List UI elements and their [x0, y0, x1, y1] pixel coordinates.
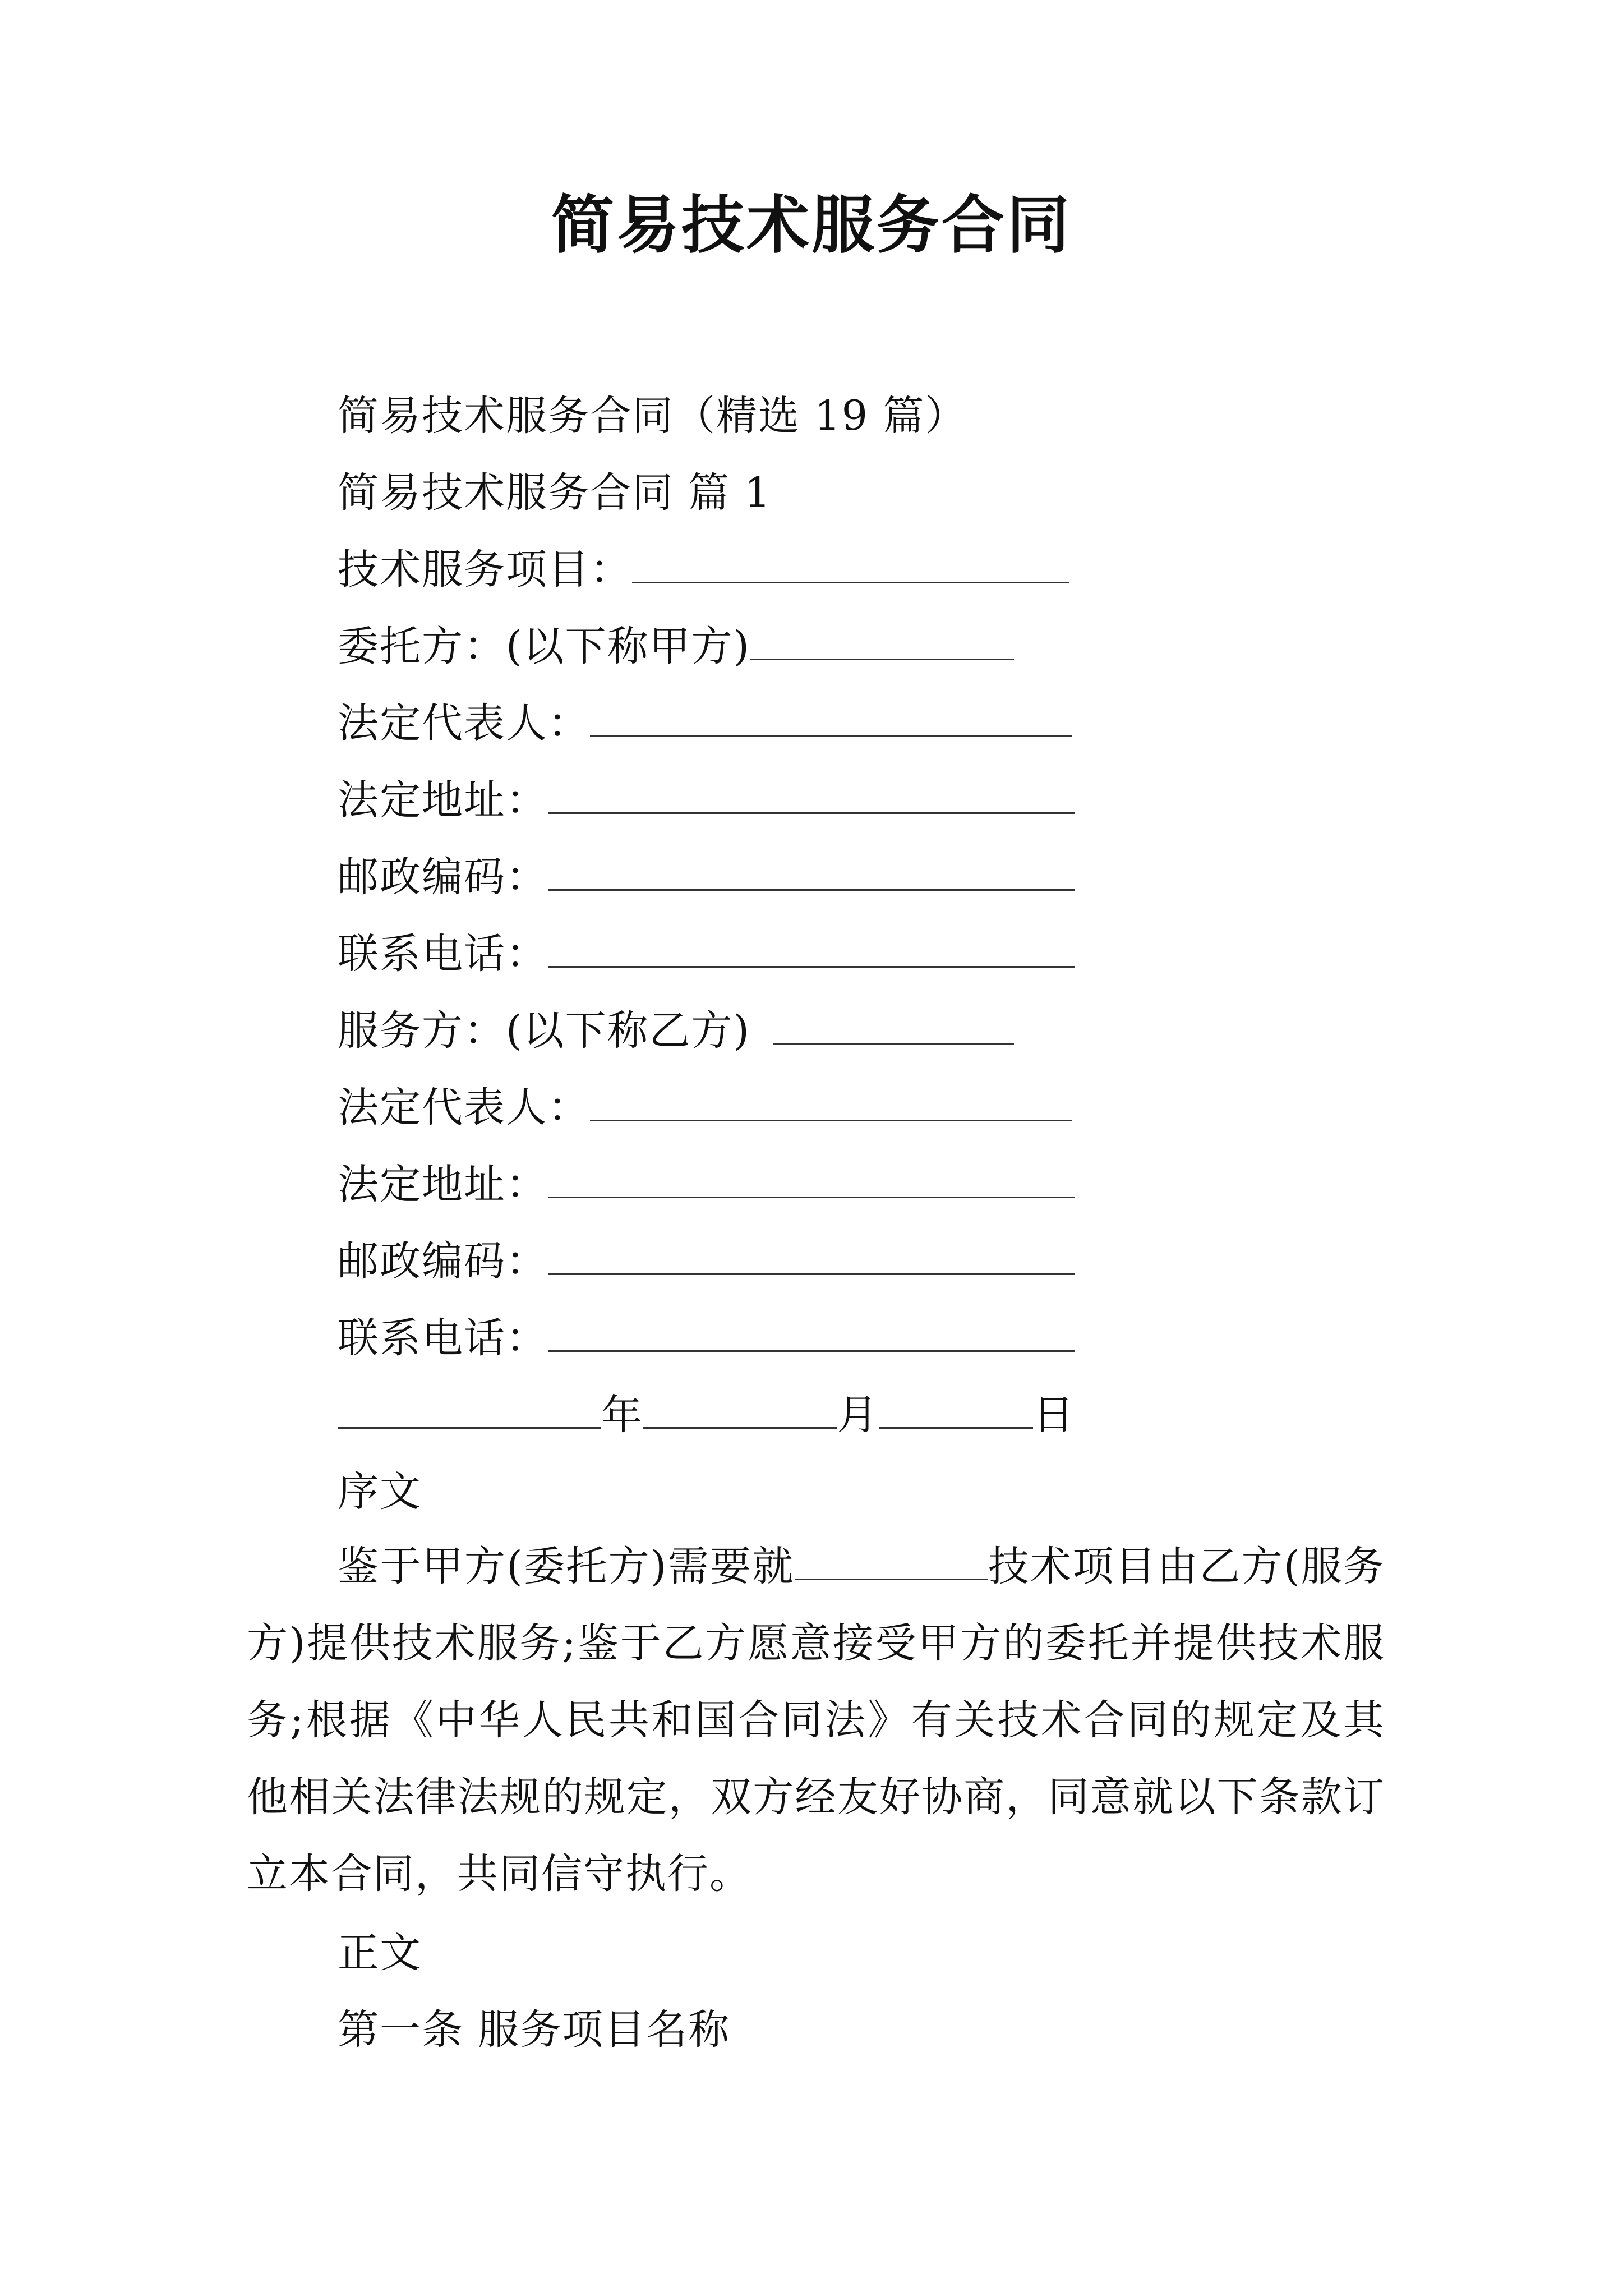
- field-label: 邮政编码：: [338, 1237, 548, 1285]
- field-provider-zip: [338, 1234, 1075, 1290]
- blank-line: [338, 1388, 601, 1429]
- preface-paragraph: [247, 1528, 1385, 1912]
- blank-line: [632, 542, 1069, 583]
- field-label: 法定地址：: [338, 776, 548, 824]
- blank-line: [590, 696, 1072, 737]
- date-month: 月: [837, 1391, 879, 1439]
- blank-line: [879, 1388, 1033, 1429]
- date-line: [338, 1387, 1075, 1443]
- field-provider-phone: [338, 1310, 1075, 1366]
- blank-line: [548, 1311, 1075, 1352]
- preface-lead: 鉴于甲方(委托方)需要就: [338, 1543, 795, 1590]
- article-1-heading: 第一条 服务项目名称: [338, 2006, 731, 2054]
- field-provider: [338, 1003, 1014, 1059]
- blank-line: [548, 927, 1075, 968]
- field-provider-addr: [338, 1157, 1075, 1213]
- blank-line: [548, 773, 1075, 814]
- field-label: 邮政编码：: [338, 853, 548, 901]
- blank-line: [548, 1234, 1075, 1275]
- document-subtitle: 简易技术服务合同（精选 19 篇）: [338, 392, 967, 440]
- date-day: 日: [1033, 1391, 1075, 1439]
- field-label: 技术服务项目：: [338, 546, 632, 593]
- blank-line: [548, 1157, 1075, 1198]
- blank-line: [795, 1539, 988, 1580]
- main-heading: 正文: [338, 1929, 422, 1977]
- date-year: 年: [601, 1391, 643, 1439]
- blank-line: [590, 1080, 1072, 1121]
- blank-line: [548, 850, 1075, 891]
- field-client-rep: [338, 696, 1072, 752]
- field-client: [338, 619, 1014, 675]
- field-client-addr: [338, 772, 1075, 829]
- field-label: 联系电话：: [338, 930, 548, 978]
- field-client-zip: [338, 849, 1075, 905]
- field-client-phone: [338, 926, 1075, 982]
- field-label: 联系电话：: [338, 1314, 548, 1362]
- field-label: 服务方：(以下称乙方): [338, 1007, 750, 1055]
- field-label: 委托方：(以下称甲方): [338, 623, 750, 670]
- field-label: 法定代表人：: [338, 700, 590, 747]
- preface-heading: 序文: [338, 1468, 422, 1516]
- blank-line: [750, 619, 1014, 660]
- blank-line: [773, 1004, 1014, 1045]
- preface-body: 技术项目由乙方(服务方)提供技术服务;鉴于乙方愿意接受甲方的委托并提供技术服务;根据《中华人民共和国合同法》有关技术合同的规定及其他相关法律法规的规定，双方经友好协商，同意就以下条款订立本合同，共同信守执行。: [247, 1543, 1385, 1898]
- document-title: 简易技术服务合同: [551, 188, 1072, 262]
- field-label: 法定代表人：: [338, 1084, 590, 1131]
- field-project: [338, 542, 1069, 598]
- field-label: 法定地址：: [338, 1161, 548, 1208]
- chapter-heading: 简易技术服务合同 篇 1: [338, 469, 772, 517]
- blank-line: [643, 1388, 837, 1429]
- field-provider-rep: [338, 1080, 1072, 1136]
